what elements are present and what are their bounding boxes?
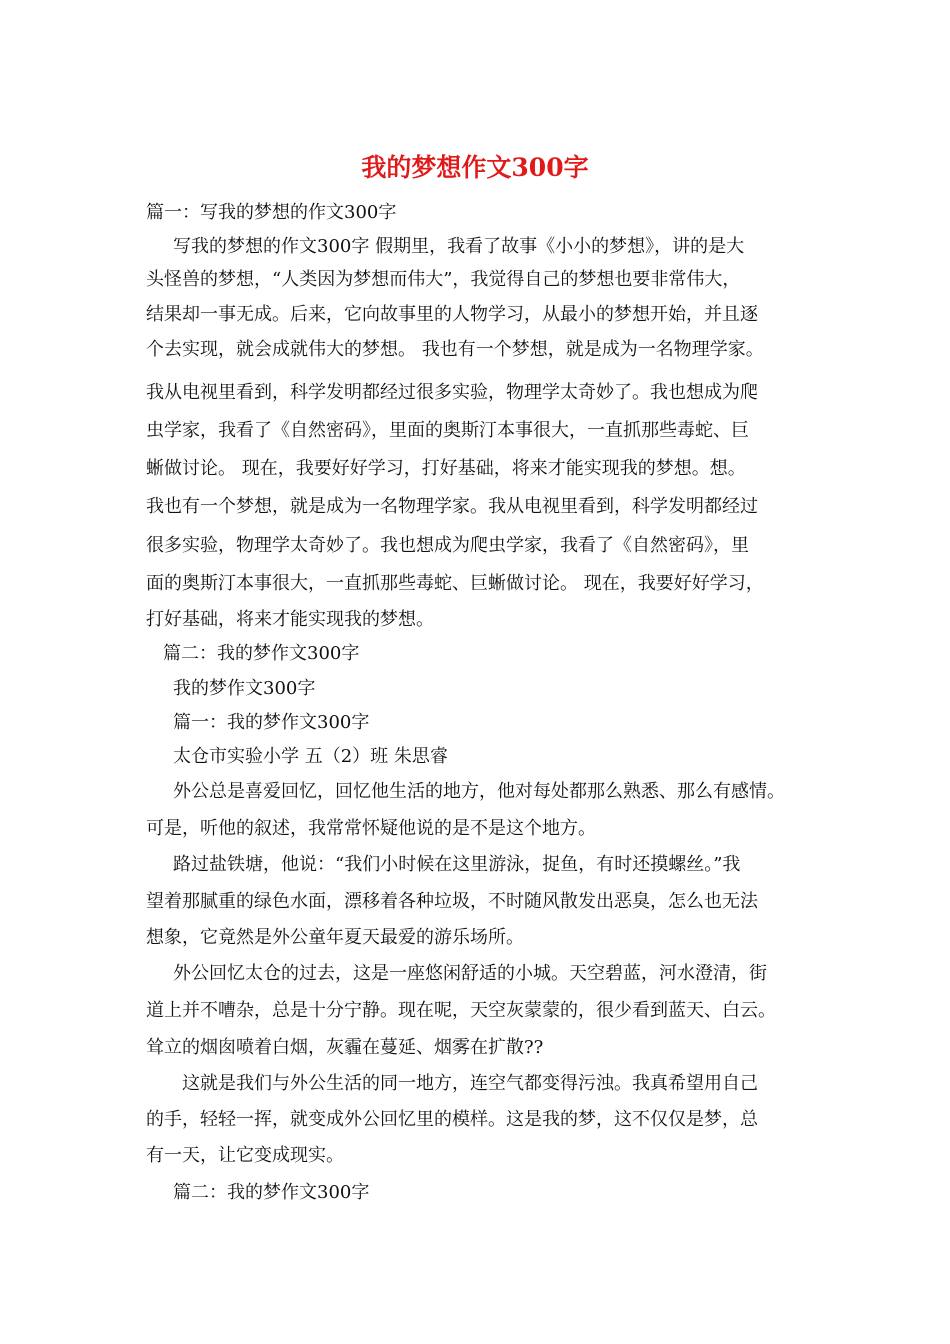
text-line: 的手，轻轻一挥，就变成外公回忆里的模样。这是我的梦，这不仅仅是梦，总 xyxy=(146,1109,758,1130)
text-line: 可是，听他的叙述，我常常怀疑他说的是不是这个地方。 xyxy=(146,818,596,839)
text-line: 很多实验，物理学太奇妙了。我也想成为爬虫学家，我看了《自然密码》，里 xyxy=(146,535,749,556)
text-line: 面的奥斯汀本事很大，一直抓那些毒蛇、巨蜥做讨论。 现在，我要好好学习， xyxy=(146,573,764,594)
text-line: 篇一：我的梦作文300字 xyxy=(173,712,370,733)
text-line: 外公回忆太仓的过去，这是一座悠闲舒适的小城。天空碧蓝，河水澄清，街 xyxy=(173,963,767,984)
text-line: 篇二：我的梦作文300字 xyxy=(173,1182,370,1203)
text-line: 个去实现，就会成就伟大的梦想。 我也有一个梦想，就是成为一名物理学家。 xyxy=(146,339,764,360)
text-line: 篇一：写我的梦想的作文300字 xyxy=(146,202,397,223)
text-line: 头怪兽的梦想，“人类因为梦想而伟大”，我觉得自己的梦想也要非常伟大， xyxy=(146,269,741,290)
text-line: 我从电视里看到，科学发明都经过很多实验，物理学太奇妙了。我也想成为爬 xyxy=(146,382,758,403)
text-line: 想象，它竟然是外公童年夏天最爱的游乐场所。 xyxy=(146,927,524,948)
text-line: 我的梦作文300字 xyxy=(173,678,316,699)
text-line: 耸立的烟囱喷着白烟，灰霾在蔓延、烟雾在扩散?? xyxy=(146,1037,544,1058)
text-line: 篇二：我的梦作文300字 xyxy=(163,643,360,664)
text-line: 蜥做讨论。 现在，我要好好学习，打好基础，将来才能实现我的梦想。想。 xyxy=(146,458,746,479)
text-line: 我也有一个梦想，就是成为一名物理学家。我从电视里看到，科学发明都经过 xyxy=(146,496,758,517)
text-line: 打好基础，将来才能实现我的梦想。 xyxy=(146,609,434,630)
text-line: 外公总是喜爱回忆，回忆他生活的地方，他对每处都那么熟悉、那么有感情。 xyxy=(173,781,785,802)
text-line: 路过盐铁塘，他说：“我们小时候在这里游泳，捉鱼，有时还摸螺丝。”我 xyxy=(173,854,741,875)
text-line: 写我的梦想的作文300字 假期里，我看了故事《小小的梦想》，讲的是大 xyxy=(173,236,745,257)
text-line: 虫学家，我看了《自然密码》，里面的奥斯汀本事很大，一直抓那些毒蛇、巨 xyxy=(146,420,749,441)
text-line: 结果却一事无成。后来，它向故事里的人物学习，从最小的梦想开始，并且逐 xyxy=(146,304,758,325)
text-line: 这就是我们与外公生活的同一地方，连空气都变得污浊。我真希望用自己 xyxy=(182,1073,758,1094)
text-line: 有一天，让它变成现实。 xyxy=(146,1145,344,1166)
document-title: 我的梦想作文300字 xyxy=(361,153,589,182)
text-line: 道上并不嘈杂，总是十分宁静。现在呢，天空灰蒙蒙的，很少看到蓝天、白云。 xyxy=(146,1000,776,1021)
text-line: 太仓市实验小学 五（2）班 朱思睿 xyxy=(173,746,448,767)
text-line: 望着那腻重的绿色水面，漂移着各种垃圾，不时随风散发出恶臭，怎么也无法 xyxy=(146,891,758,912)
